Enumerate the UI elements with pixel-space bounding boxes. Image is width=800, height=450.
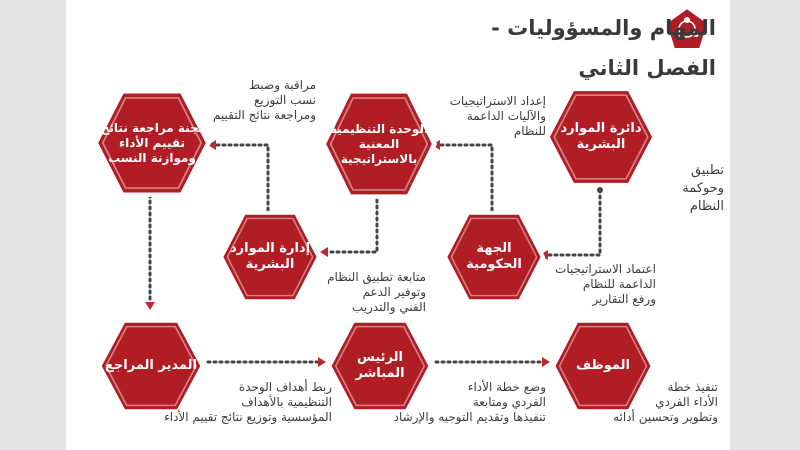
- note-reviewing-manager: ربط أهداف الوحدة التنظيمية بالأهداف المؤسسية وتوزيع نتائج تقييم الأداء: [164, 380, 332, 424]
- node-government-entity: الجهة الحكومية: [442, 210, 546, 304]
- arrow-down-icon: [145, 302, 155, 310]
- connector-strategy-to-hrm: [328, 200, 377, 252]
- node-review-committee: لجنة مراجعة نتائج تقييم الأداء وموازنة النسب: [92, 88, 212, 198]
- note-review-committee: مراقبة وضبط نسب التوزيع ومراجعة نتائج التقييم: [212, 78, 316, 122]
- connector-gov-to-strategy: [440, 145, 492, 210]
- node-hr-department: دائرة الموارد البشرية: [544, 86, 658, 188]
- arrow-right-icon: [318, 357, 326, 367]
- note-strategy-unit: إعداد الاستراتيجيات والآليات الداعمة للنظام: [449, 94, 546, 138]
- node-direct-manager: الرئيس المباشر: [326, 318, 434, 414]
- note-direct-manager: وضع خطة الأداء الفردي ومتابعة تنفيذها وتقديم التوجيه والإرشاد: [393, 380, 546, 424]
- connector-hrm-to-committee: [216, 145, 268, 210]
- node-strategy-unit: الوحدة التنظيمية المعنية بالاستراتيجية: [320, 88, 438, 200]
- node-reviewing-manager: المدير المراجع: [96, 318, 206, 414]
- node-employee: الموظف: [550, 318, 656, 414]
- page-title: المهام والمسؤوليات - الفصل الثاني: [491, 16, 716, 80]
- note-employee: تنفيذ خطة الأداء الفردي وتطوير وتحسين أدائه: [613, 380, 718, 424]
- connector-hr-to-gov: [548, 190, 600, 255]
- note-hr-department: تطبيق وحوكمة النظام: [682, 163, 724, 214]
- note-hr-management: متابعة تطبيق النظام وتوفير الدعم الفني والتدريب: [327, 270, 426, 314]
- arrow-right-icon: [542, 357, 550, 367]
- note-government-entity: اعتماد الاستراتيجيات الداعمة للنظام ورفع التقارير: [555, 262, 656, 306]
- node-hr-management: إدارة الموارد البشرية: [218, 210, 322, 304]
